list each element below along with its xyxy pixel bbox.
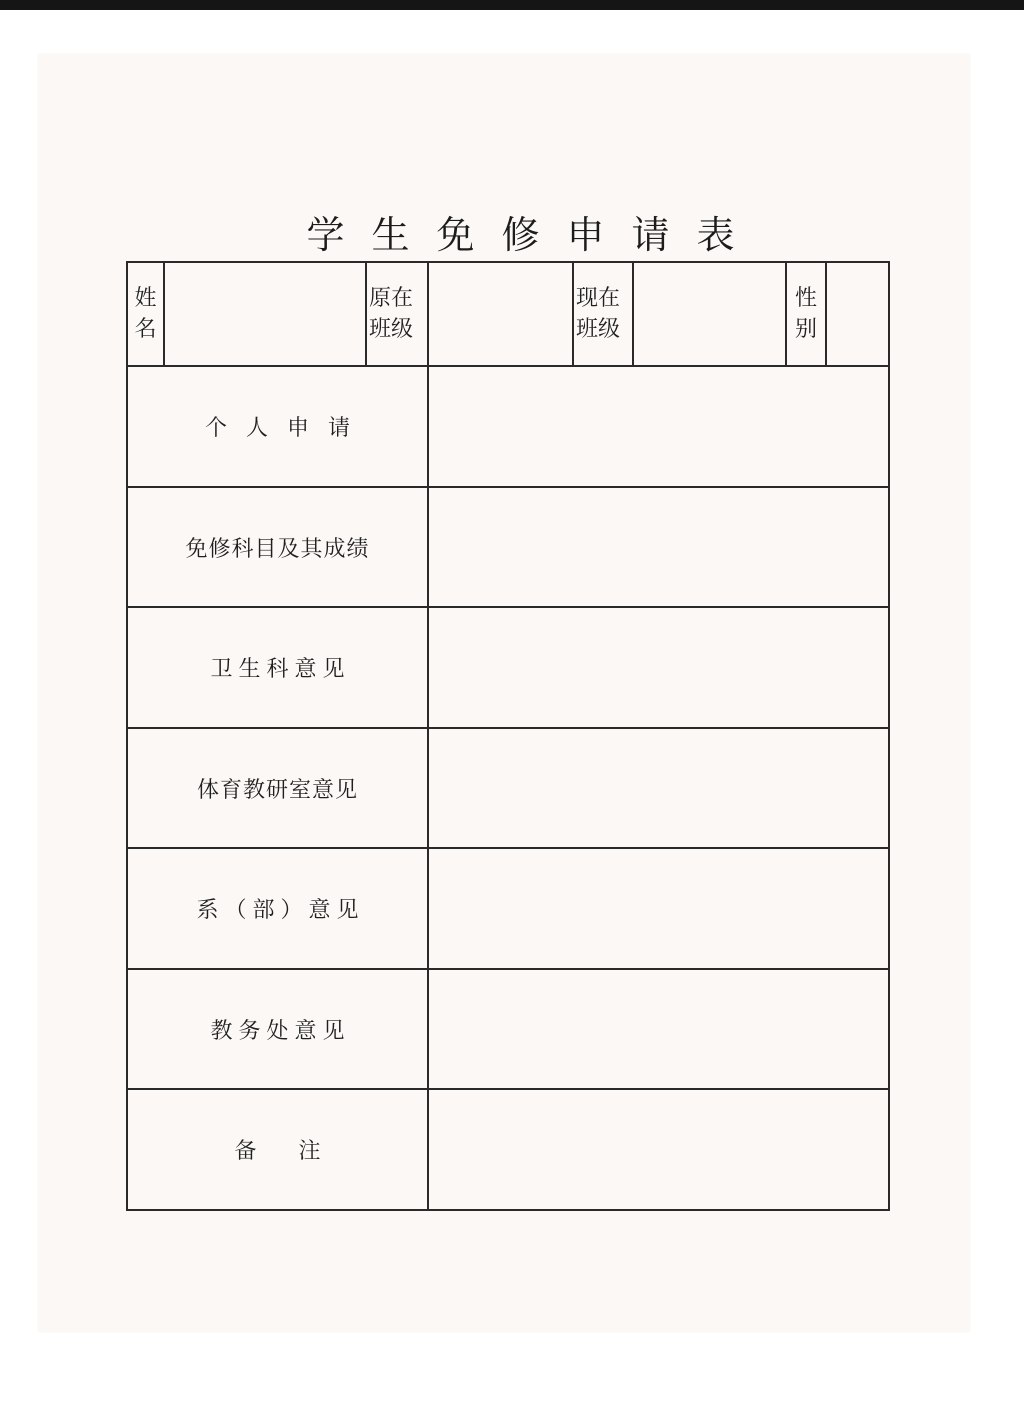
academic-affairs-opinion-field[interactable] — [428, 969, 889, 1090]
gender-label: 性 别 — [786, 262, 826, 366]
scanner-edge — [0, 0, 1024, 10]
personal-application-field[interactable] — [428, 366, 889, 487]
department-opinion-label: 系（部）意见 — [127, 848, 428, 969]
department-opinion-field[interactable] — [428, 848, 889, 969]
gender-field[interactable] — [826, 262, 889, 366]
form-title: 学生免修申请表 — [306, 213, 762, 257]
section-row — [127, 728, 889, 849]
remarks-label: 备 注 — [127, 1089, 428, 1210]
academic-affairs-opinion-label: 教务处意见 — [127, 969, 428, 1090]
exempt-subjects-field[interactable] — [428, 487, 889, 608]
name-label: 姓 名 — [127, 262, 164, 366]
remarks-field[interactable] — [428, 1089, 889, 1210]
exempt-subjects-label: 免修科目及其成绩 — [127, 487, 428, 608]
application-form-table — [126, 261, 890, 1211]
current-class-label: 现在 班级 — [573, 262, 633, 366]
pe-department-opinion-field[interactable] — [428, 728, 889, 849]
section-row — [127, 607, 889, 728]
personal-application-label: 个人申请 — [127, 366, 428, 487]
name-field[interactable] — [164, 262, 366, 366]
original-class-field[interactable] — [428, 262, 573, 366]
current-class-field[interactable] — [633, 262, 786, 366]
health-office-opinion-field[interactable] — [428, 607, 889, 728]
pe-department-opinion-label: 体育教研室意见 — [127, 728, 428, 849]
header-row — [127, 262, 889, 366]
health-office-opinion-label: 卫生科意见 — [127, 607, 428, 728]
section-row — [127, 366, 889, 487]
section-row — [127, 969, 889, 1090]
section-row — [127, 1089, 889, 1210]
section-row — [127, 487, 889, 608]
original-class-label: 原在 班级 — [366, 262, 428, 366]
section-row — [127, 848, 889, 969]
